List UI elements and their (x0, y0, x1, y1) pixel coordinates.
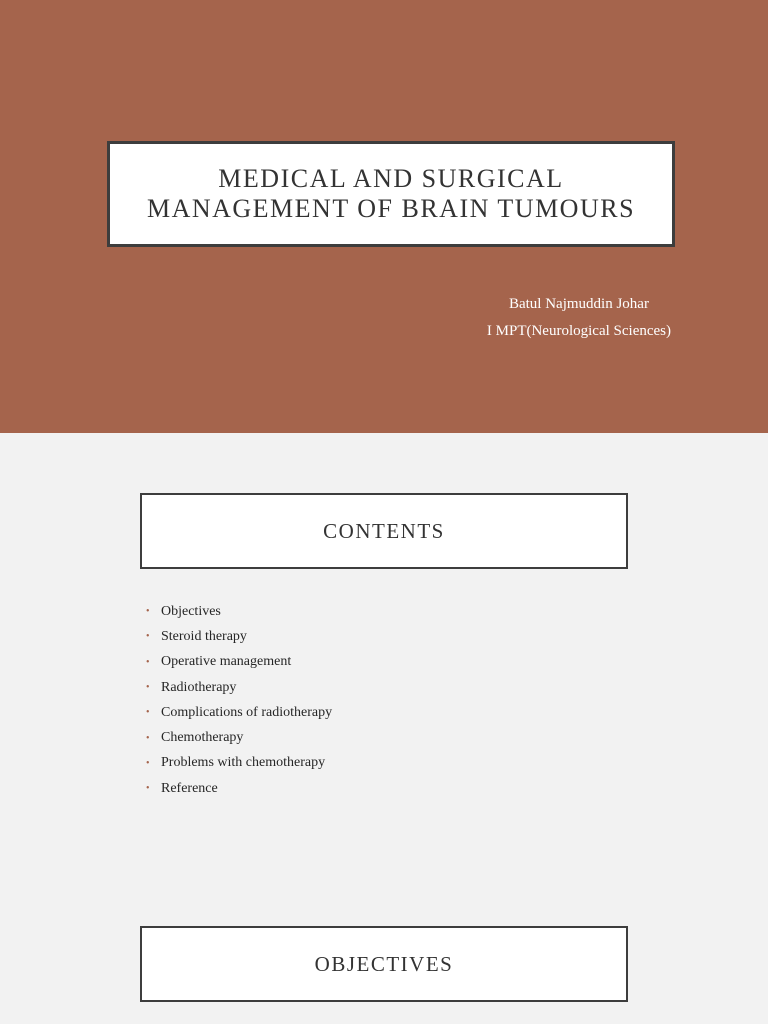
title-line-1: MEDICAL AND SURGICAL (218, 164, 564, 193)
list-item (146, 725, 332, 750)
list-item-label: Chemotherapy (161, 730, 244, 746)
bullet-icon: • (146, 682, 150, 694)
title-box (107, 141, 675, 247)
contents-heading: CONTENTS (323, 518, 445, 543)
bullet-icon: • (146, 656, 150, 668)
list-item (146, 650, 332, 675)
author-name: Batul Najmuddin Johar (508, 296, 649, 312)
list-item (146, 751, 332, 776)
author-affiliation: I MPT(Neurological Sciences) (486, 323, 671, 339)
bullet-icon: • (146, 631, 150, 643)
title-line-2: MANAGEMENT OF BRAIN TUMOURS (146, 194, 636, 223)
list-item-label: Reference (161, 780, 218, 796)
list-item-label: Complications of radiotherapy (161, 704, 333, 720)
list-item-label: Steroid therapy (161, 628, 247, 644)
presentation-title (147, 164, 635, 224)
list-item (146, 599, 332, 624)
objectives-heading-box (140, 926, 628, 1002)
list-item (146, 624, 332, 649)
author-block (487, 291, 671, 345)
list-item-label: Problems with chemotherapy (161, 755, 326, 771)
list-item-label: Radiotherapy (161, 679, 237, 695)
contents-list (146, 599, 332, 801)
bullet-icon: • (146, 606, 150, 618)
bullet-icon: • (146, 707, 150, 719)
list-item (146, 700, 332, 725)
bullet-icon: • (146, 757, 150, 769)
list-item (146, 675, 332, 700)
bullet-icon: • (146, 783, 150, 795)
title-slide (0, 0, 768, 433)
contents-slide (0, 433, 768, 1024)
contents-heading-box (140, 493, 628, 569)
bullet-icon: • (146, 732, 150, 744)
objectives-heading: OBJECTIVES (314, 951, 454, 976)
list-item (146, 776, 332, 801)
list-item-label: Objectives (161, 603, 221, 619)
list-item-label: Operative management (161, 654, 292, 670)
